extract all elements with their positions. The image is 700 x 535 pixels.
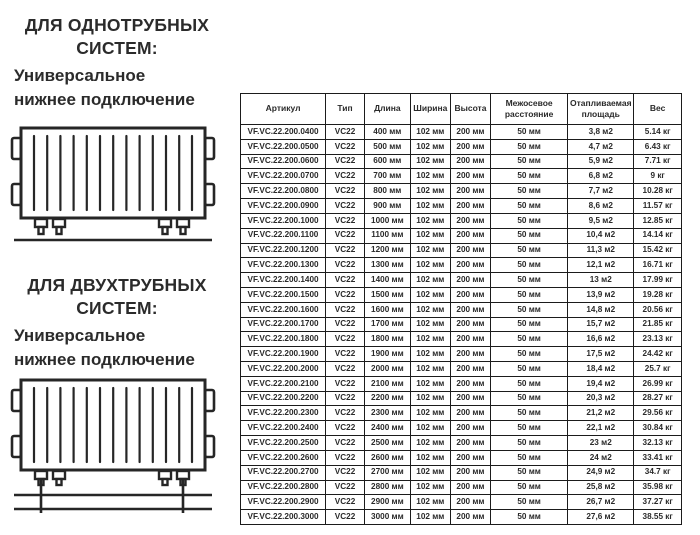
table-cell: 6.43 кг — [634, 139, 682, 154]
table-cell: 5,9 м2 — [568, 154, 634, 169]
table-cell: 200 мм — [450, 199, 490, 214]
table-cell: 22,1 м2 — [568, 421, 634, 436]
table-row — [241, 362, 682, 377]
table-cell: 19.28 кг — [634, 287, 682, 302]
table-cell: 50 мм — [491, 169, 568, 184]
table-cell: 37.27 кг — [634, 495, 682, 510]
table-cell: 10,4 м2 — [568, 228, 634, 243]
table-cell: 800 мм — [364, 184, 410, 199]
table-cell: 102 мм — [410, 287, 450, 302]
table-cell: 200 мм — [450, 243, 490, 258]
table-cell: 32.13 кг — [634, 436, 682, 451]
table-cell: 200 мм — [450, 436, 490, 451]
table-cell: 2300 мм — [364, 406, 410, 421]
subtitle-line: Универсальное — [14, 66, 146, 85]
table-cell: 50 мм — [491, 495, 568, 510]
table-cell: 7.71 кг — [634, 154, 682, 169]
title-line: СИСТЕМ: — [76, 38, 158, 59]
table-cell: VC22 — [326, 317, 365, 332]
table-cell: 16.71 кг — [634, 258, 682, 273]
table-cell: VF.VC.22.200.1400 — [241, 273, 326, 288]
table-cell: 102 мм — [410, 154, 450, 169]
table-cell: VC22 — [326, 347, 365, 362]
table-cell: VC22 — [326, 228, 365, 243]
table-cell: 1700 мм — [364, 317, 410, 332]
table-cell: 2800 мм — [364, 480, 410, 495]
table-cell: 102 мм — [410, 391, 450, 406]
table-cell: 102 мм — [410, 347, 450, 362]
table-cell: 102 мм — [410, 258, 450, 273]
table-cell: 200 мм — [450, 139, 490, 154]
table-header-row — [241, 94, 682, 125]
table-cell: VC22 — [326, 243, 365, 258]
table-cell: 102 мм — [410, 139, 450, 154]
table-cell: 50 мм — [491, 273, 568, 288]
table-cell: VF.VC.22.200.1100 — [241, 228, 326, 243]
table-cell: 600 мм — [364, 154, 410, 169]
table-cell: VF.VC.22.200.0800 — [241, 184, 326, 199]
table-row — [241, 154, 682, 169]
table-cell: VC22 — [326, 450, 365, 465]
table-cell: 200 мм — [450, 391, 490, 406]
column-header: Длина — [364, 94, 410, 125]
table-cell: 200 мм — [450, 125, 490, 140]
table-cell: 900 мм — [364, 199, 410, 214]
column-header: Межосевое расстояние — [491, 94, 568, 125]
table-cell: VF.VC.22.200.2100 — [241, 376, 326, 391]
table-row — [241, 406, 682, 421]
table-cell: 200 мм — [450, 376, 490, 391]
table-cell: 5.14 кг — [634, 125, 682, 140]
table-cell: 200 мм — [450, 347, 490, 362]
table-row — [241, 184, 682, 199]
table-row — [241, 480, 682, 495]
table-cell: 102 мм — [410, 184, 450, 199]
sidebar — [0, 0, 236, 535]
table-cell: 1300 мм — [364, 258, 410, 273]
table-cell: 2600 мм — [364, 450, 410, 465]
table-cell: 200 мм — [450, 480, 490, 495]
column-header: Высота — [450, 94, 490, 125]
table-row — [241, 125, 682, 140]
table-cell: 1900 мм — [364, 347, 410, 362]
table-cell: VF.VC.22.200.1500 — [241, 287, 326, 302]
table-cell: 23 м2 — [568, 436, 634, 451]
table-cell: 102 мм — [410, 228, 450, 243]
table-cell: 16,6 м2 — [568, 332, 634, 347]
table-cell: VC22 — [326, 273, 365, 288]
table-cell: 200 мм — [450, 154, 490, 169]
table-cell: VC22 — [326, 332, 365, 347]
table-cell: VF.VC.22.200.1900 — [241, 347, 326, 362]
table-cell: 28.27 кг — [634, 391, 682, 406]
table-cell: VF.VC.22.200.2600 — [241, 450, 326, 465]
table-cell: 50 мм — [491, 332, 568, 347]
table-cell: VC22 — [326, 258, 365, 273]
table-cell: 50 мм — [491, 302, 568, 317]
table-cell: VF.VC.22.200.2300 — [241, 406, 326, 421]
table-cell: 24,9 м2 — [568, 465, 634, 480]
table-row — [241, 391, 682, 406]
table-cell: 20,3 м2 — [568, 391, 634, 406]
table-cell: 500 мм — [364, 139, 410, 154]
table-cell: 200 мм — [450, 258, 490, 273]
table-cell: VF.VC.22.200.0900 — [241, 199, 326, 214]
table-cell: 200 мм — [450, 228, 490, 243]
table-cell: 200 мм — [450, 169, 490, 184]
two-pipe-section-title — [0, 274, 234, 320]
table-cell: 1800 мм — [364, 332, 410, 347]
table-cell: VC22 — [326, 376, 365, 391]
table-cell: 50 мм — [491, 125, 568, 140]
table-cell: VC22 — [326, 362, 365, 377]
table-cell: VC22 — [326, 302, 365, 317]
table-cell: VC22 — [326, 436, 365, 451]
table-cell: VF.VC.22.200.2500 — [241, 436, 326, 451]
table-cell: 9,5 м2 — [568, 213, 634, 228]
column-header: Артикул — [241, 94, 326, 125]
table-cell: 17,5 м2 — [568, 347, 634, 362]
table-cell: 50 мм — [491, 287, 568, 302]
column-header: Вес — [634, 94, 682, 125]
table-cell: VC22 — [326, 495, 365, 510]
table-cell: 200 мм — [450, 406, 490, 421]
table-cell: VC22 — [326, 391, 365, 406]
table-cell: 50 мм — [491, 258, 568, 273]
table-cell: 8,6 м2 — [568, 199, 634, 214]
table-row — [241, 228, 682, 243]
table-cell: 25.7 кг — [634, 362, 682, 377]
table-cell: 400 мм — [364, 125, 410, 140]
table-cell: 7,7 м2 — [568, 184, 634, 199]
table-cell: VF.VC.22.200.1600 — [241, 302, 326, 317]
table-cell: 23.13 кг — [634, 332, 682, 347]
table-cell: 15,7 м2 — [568, 317, 634, 332]
table-cell: 200 мм — [450, 317, 490, 332]
table-cell: 50 мм — [491, 510, 568, 525]
table-cell: 9 кг — [634, 169, 682, 184]
table-cell: 26.99 кг — [634, 376, 682, 391]
table-cell: 2100 мм — [364, 376, 410, 391]
table-cell: VF.VC.22.200.3000 — [241, 510, 326, 525]
table-cell: 200 мм — [450, 184, 490, 199]
table-cell: 50 мм — [491, 347, 568, 362]
table-cell: 50 мм — [491, 154, 568, 169]
table-row — [241, 258, 682, 273]
table-cell: 17.99 кг — [634, 273, 682, 288]
table-row — [241, 436, 682, 451]
table-row — [241, 213, 682, 228]
table-cell: 34.7 кг — [634, 465, 682, 480]
table-cell: 50 мм — [491, 139, 568, 154]
subtitle-line: нижнее подключение — [14, 350, 195, 370]
table-cell: VC22 — [326, 184, 365, 199]
table-cell: 24.42 кг — [634, 347, 682, 362]
table-cell: 6,8 м2 — [568, 169, 634, 184]
table-cell: 50 мм — [491, 406, 568, 421]
table-cell: VF.VC.22.200.0500 — [241, 139, 326, 154]
title-line: СИСТЕМ: — [76, 298, 158, 319]
table-cell: 2900 мм — [364, 495, 410, 510]
table-cell: 102 мм — [410, 199, 450, 214]
table-cell: 200 мм — [450, 421, 490, 436]
table-cell: 50 мм — [491, 480, 568, 495]
table-cell: VC22 — [326, 480, 365, 495]
table-cell: 29.56 кг — [634, 406, 682, 421]
table-cell: VC22 — [326, 213, 365, 228]
table-cell: 50 мм — [491, 436, 568, 451]
table-cell: 38.55 кг — [634, 510, 682, 525]
table-cell: 3,8 м2 — [568, 125, 634, 140]
table-cell: 14,8 м2 — [568, 302, 634, 317]
table-row — [241, 199, 682, 214]
table-cell: 50 мм — [491, 228, 568, 243]
table-cell: 3000 мм — [364, 510, 410, 525]
title-line: ДЛЯ ОДНОТРУБНЫХ — [24, 15, 210, 35]
table-cell: 50 мм — [491, 362, 568, 377]
title-line: ДЛЯ ДВУХТРУБНЫХ — [27, 275, 207, 295]
table-cell: 50 мм — [491, 213, 568, 228]
table-row — [241, 273, 682, 288]
table-cell: 102 мм — [410, 169, 450, 184]
single-pipe-section-title — [0, 14, 234, 60]
table-row — [241, 332, 682, 347]
table-cell: VC22 — [326, 154, 365, 169]
table-cell: 12,1 м2 — [568, 258, 634, 273]
table-cell: 102 мм — [410, 332, 450, 347]
table-cell: 200 мм — [450, 362, 490, 377]
table-body — [241, 125, 682, 525]
table-cell: 50 мм — [491, 243, 568, 258]
two-pipe-section-subtitle — [14, 324, 232, 372]
table-cell: 13 м2 — [568, 273, 634, 288]
table-cell: 21,2 м2 — [568, 406, 634, 421]
column-header: Тип — [326, 94, 365, 125]
table-cell: 50 мм — [491, 391, 568, 406]
table-cell: 102 мм — [410, 376, 450, 391]
table-cell: VF.VC.22.200.1000 — [241, 213, 326, 228]
table-cell: 200 мм — [450, 465, 490, 480]
table-cell: 1500 мм — [364, 287, 410, 302]
table-row — [241, 243, 682, 258]
table-cell: 1000 мм — [364, 213, 410, 228]
table-cell: 11.57 кг — [634, 199, 682, 214]
table-cell: 19,4 м2 — [568, 376, 634, 391]
table-cell: 50 мм — [491, 199, 568, 214]
table-cell: 24 м2 — [568, 450, 634, 465]
table-cell: 27,6 м2 — [568, 510, 634, 525]
table-cell: VC22 — [326, 169, 365, 184]
table-row — [241, 421, 682, 436]
table-cell: 102 мм — [410, 480, 450, 495]
subtitle-line: нижнее подключение — [14, 90, 195, 110]
table-cell: 102 мм — [410, 510, 450, 525]
table-cell: VF.VC.22.200.1300 — [241, 258, 326, 273]
table-row — [241, 376, 682, 391]
single-pipe-section-subtitle — [14, 64, 232, 112]
table-row — [241, 302, 682, 317]
table-cell: 25,8 м2 — [568, 480, 634, 495]
table-cell: 102 мм — [410, 436, 450, 451]
table-cell: 33.41 кг — [634, 450, 682, 465]
spec-table-container — [240, 93, 682, 525]
table-cell: 15.42 кг — [634, 243, 682, 258]
table-cell: 50 мм — [491, 421, 568, 436]
table-cell: VF.VC.22.200.2700 — [241, 465, 326, 480]
table-cell: 200 мм — [450, 510, 490, 525]
table-cell: 1200 мм — [364, 243, 410, 258]
table-row — [241, 510, 682, 525]
table-cell: 30.84 кг — [634, 421, 682, 436]
table-row — [241, 169, 682, 184]
table-cell: 50 мм — [491, 450, 568, 465]
table-cell: 12.85 кг — [634, 213, 682, 228]
table-cell: 102 мм — [410, 317, 450, 332]
table-cell: 200 мм — [450, 213, 490, 228]
table-cell: VF.VC.22.200.1200 — [241, 243, 326, 258]
table-cell: 102 мм — [410, 125, 450, 140]
radiator-diagram-two-pipe — [8, 376, 218, 520]
table-cell: 200 мм — [450, 302, 490, 317]
table-cell: 102 мм — [410, 421, 450, 436]
table-cell: VC22 — [326, 139, 365, 154]
table-cell: VC22 — [326, 199, 365, 214]
table-cell: 102 мм — [410, 465, 450, 480]
table-cell: 200 мм — [450, 287, 490, 302]
table-cell: 13,9 м2 — [568, 287, 634, 302]
table-cell: VC22 — [326, 421, 365, 436]
table-cell: VF.VC.22.200.0600 — [241, 154, 326, 169]
table-cell: VC22 — [326, 510, 365, 525]
table-cell: 200 мм — [450, 495, 490, 510]
table-cell: 21.85 кг — [634, 317, 682, 332]
table-cell: 35.98 кг — [634, 480, 682, 495]
table-row — [241, 287, 682, 302]
table-row — [241, 465, 682, 480]
table-cell: 4,7 м2 — [568, 139, 634, 154]
table-cell: 14.14 кг — [634, 228, 682, 243]
table-cell: 2400 мм — [364, 421, 410, 436]
table-cell: VF.VC.22.200.2000 — [241, 362, 326, 377]
table-cell: VF.VC.22.200.1800 — [241, 332, 326, 347]
table-row — [241, 347, 682, 362]
radiator-diagram-single-pipe — [8, 124, 218, 250]
table-cell: 1400 мм — [364, 273, 410, 288]
table-cell: 2500 мм — [364, 436, 410, 451]
column-header: Отапливаемая площадь — [568, 94, 634, 125]
table-cell: VF.VC.22.200.2400 — [241, 421, 326, 436]
table-cell: 1100 мм — [364, 228, 410, 243]
table-cell: 2200 мм — [364, 391, 410, 406]
column-header: Ширина — [410, 94, 450, 125]
table-cell: 1600 мм — [364, 302, 410, 317]
table-cell: VF.VC.22.200.2800 — [241, 480, 326, 495]
table-cell: 102 мм — [410, 302, 450, 317]
table-cell: 700 мм — [364, 169, 410, 184]
spec-table — [240, 93, 682, 525]
table-cell: VC22 — [326, 287, 365, 302]
table-cell: 200 мм — [450, 273, 490, 288]
table-cell: 200 мм — [450, 332, 490, 347]
table-cell: 18,4 м2 — [568, 362, 634, 377]
table-cell: 50 мм — [491, 184, 568, 199]
table-cell: VF.VC.22.200.0400 — [241, 125, 326, 140]
table-cell: VF.VC.22.200.2200 — [241, 391, 326, 406]
table-cell: 2700 мм — [364, 465, 410, 480]
table-cell: 102 мм — [410, 243, 450, 258]
table-cell: 2000 мм — [364, 362, 410, 377]
table-cell: 102 мм — [410, 406, 450, 421]
table-cell: 26,7 м2 — [568, 495, 634, 510]
table-cell: VF.VC.22.200.0700 — [241, 169, 326, 184]
table-cell: VC22 — [326, 125, 365, 140]
table-cell: 20.56 кг — [634, 302, 682, 317]
table-row — [241, 450, 682, 465]
table-cell: VC22 — [326, 406, 365, 421]
table-cell: 10.28 кг — [634, 184, 682, 199]
table-row — [241, 317, 682, 332]
table-row — [241, 495, 682, 510]
table-cell: 102 мм — [410, 273, 450, 288]
table-cell: 102 мм — [410, 450, 450, 465]
table-cell: 102 мм — [410, 495, 450, 510]
table-cell: VC22 — [326, 465, 365, 480]
table-cell: 50 мм — [491, 376, 568, 391]
subtitle-line: Универсальное — [14, 326, 146, 345]
table-cell: 102 мм — [410, 213, 450, 228]
table-cell: 50 мм — [491, 465, 568, 480]
table-cell: 102 мм — [410, 362, 450, 377]
table-cell: 11,3 м2 — [568, 243, 634, 258]
table-cell: VF.VC.22.200.1700 — [241, 317, 326, 332]
table-cell: 50 мм — [491, 317, 568, 332]
table-cell: 200 мм — [450, 450, 490, 465]
table-row — [241, 139, 682, 154]
table-cell: VF.VC.22.200.2900 — [241, 495, 326, 510]
